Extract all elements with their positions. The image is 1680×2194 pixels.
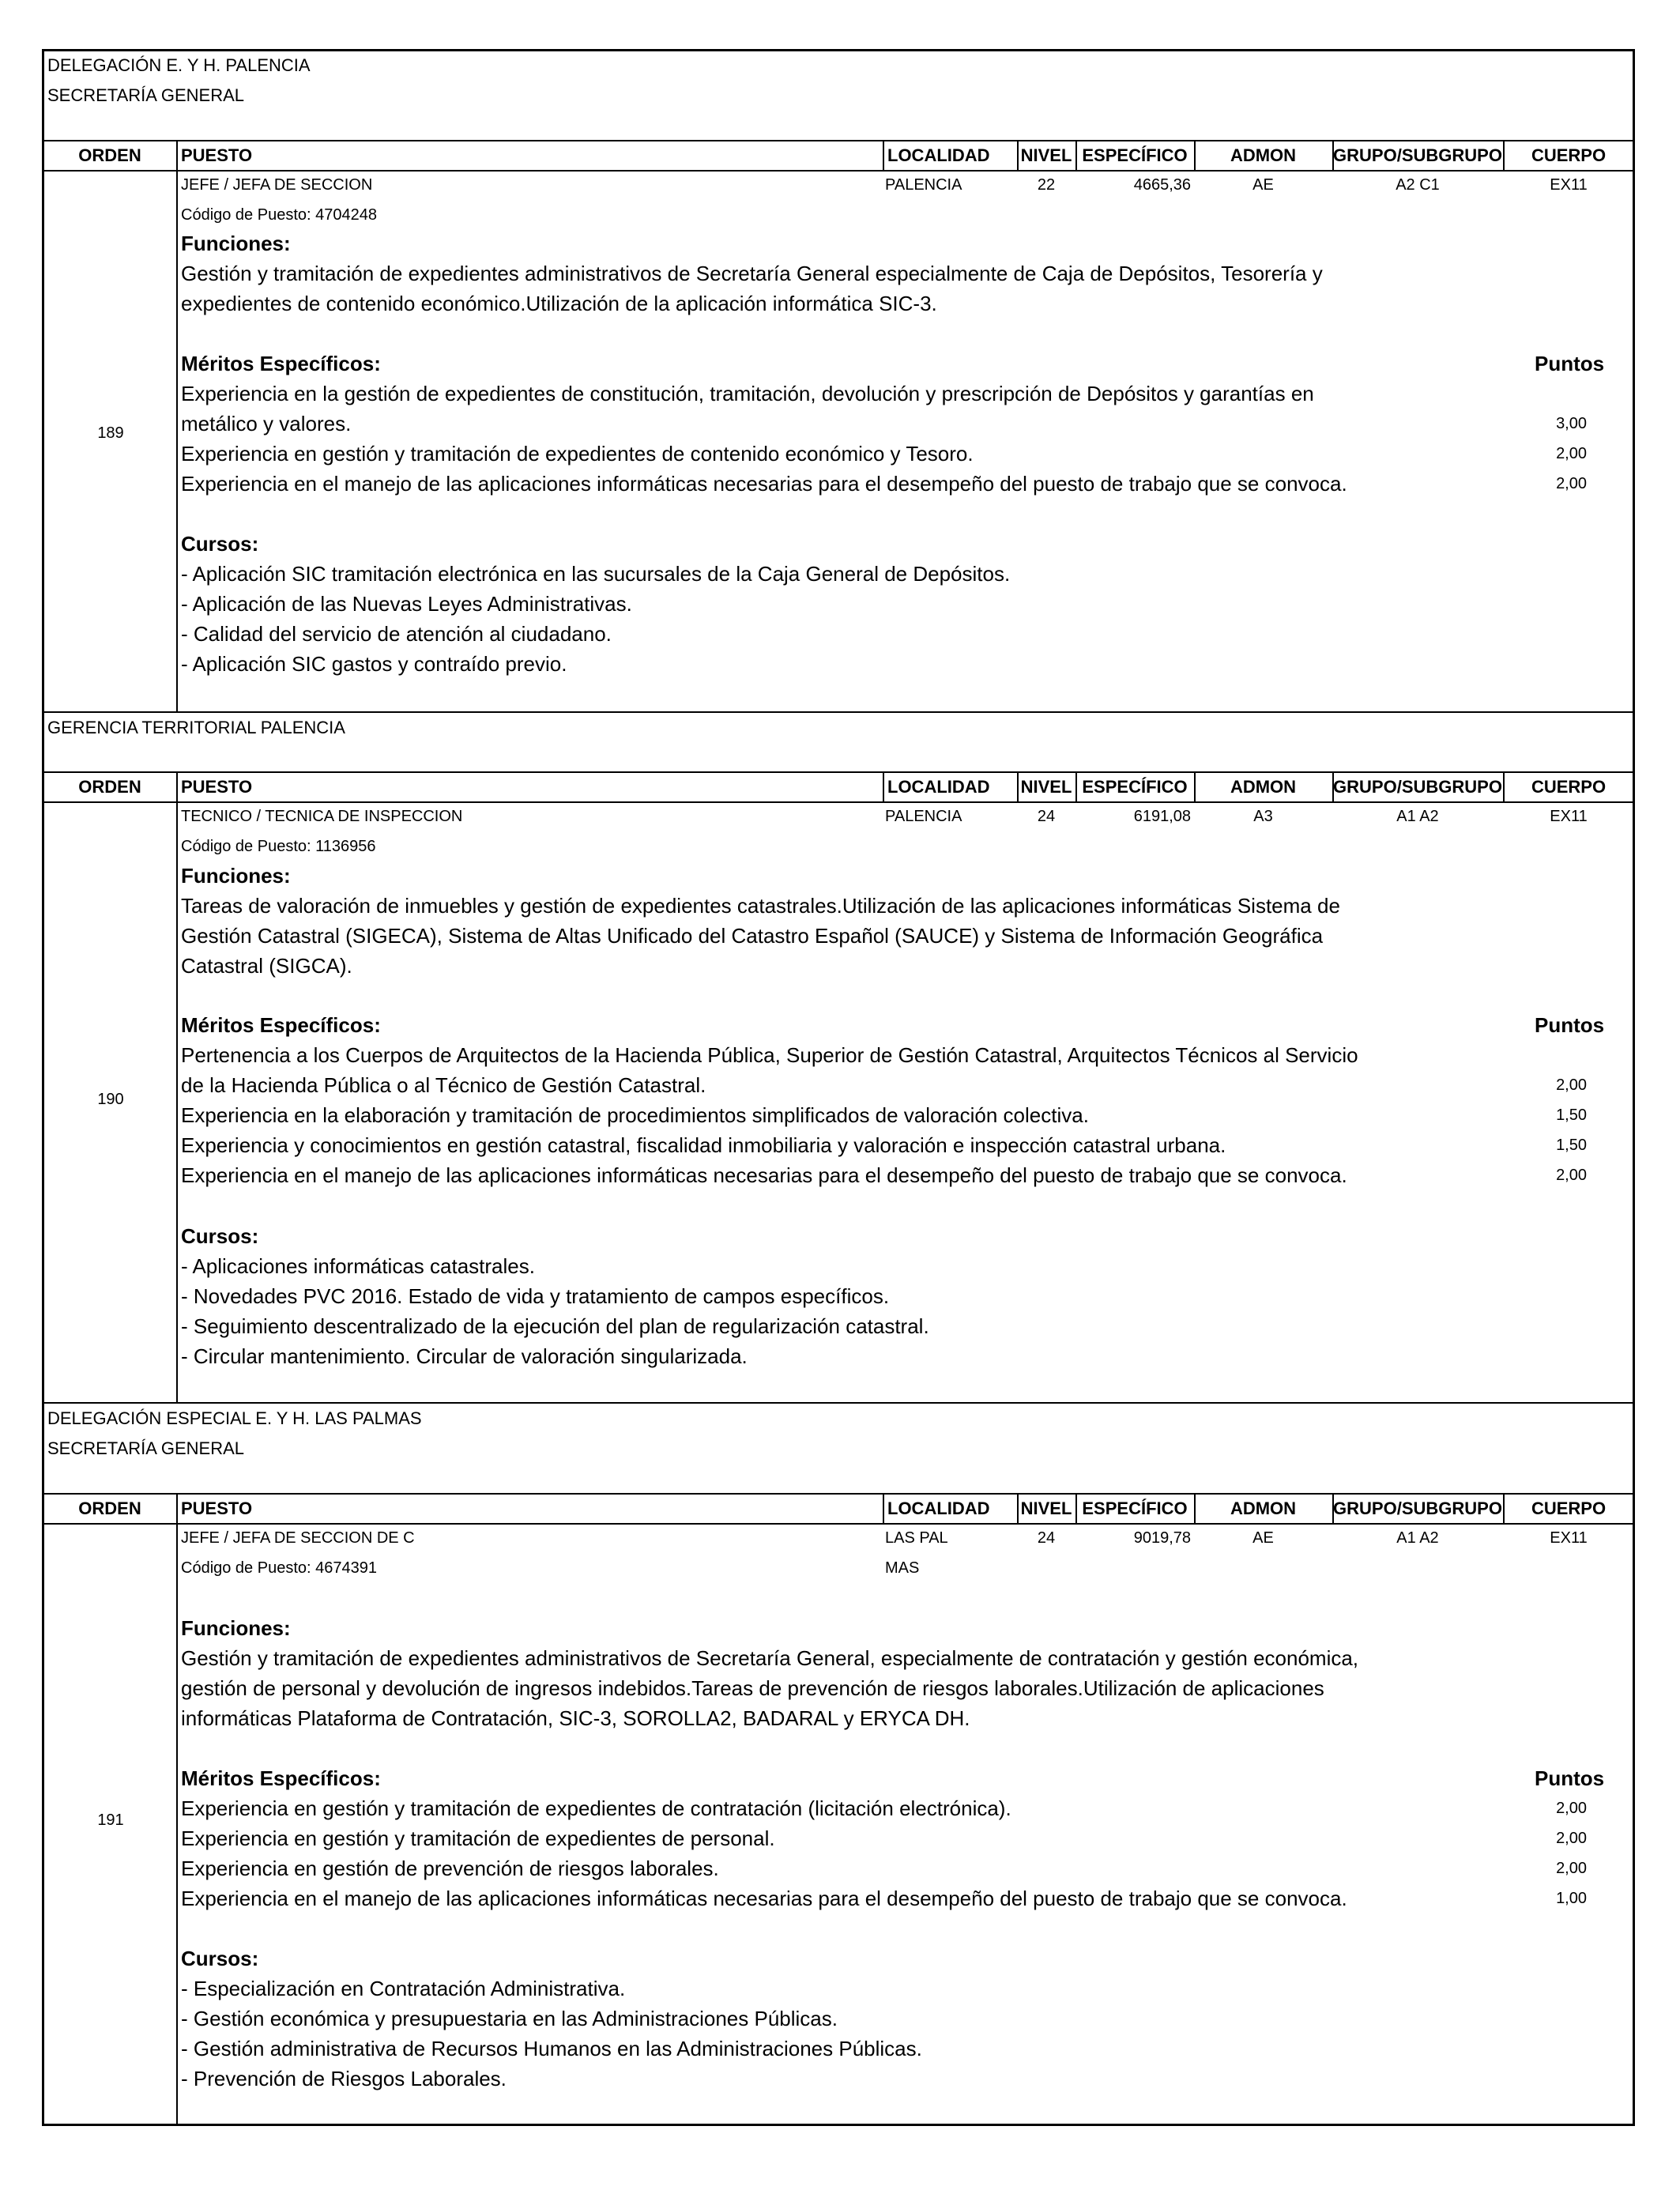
puesto-title: JEFE / JEFA DE SECCION [181,176,373,194]
funciones-text: Gestión y tramitación de expedientes administrativos de Secretaría General, especialmente de contratación y gestión económica, gestión de personal y devolución de ingresos indebidos.Tareas de prevención de riesgos laborales.Utilización de aplicaciones informáticas Plataforma de Contratación, SIC-3, SOROLLA2, BADARAL y ERYCA DH. [181,1646,1359,1730]
divider [1332,140,1334,170]
col-puesto: PUESTO [181,1498,253,1518]
localidad-value-cont: MAS [885,1559,920,1577]
cursos-heading: Cursos: [181,1947,259,1970]
puntos-value: 2,00 [1556,1076,1587,1094]
col-especifico: ESPECÍFICO [1082,777,1188,797]
puesto-title: TECNICO / TECNICA DE INSPECCION [181,808,463,825]
funciones-heading: Funciones: [181,864,291,888]
col-nivel: NIVEL [1020,1498,1072,1518]
puntos-heading: Puntos [1535,1013,1605,1037]
col-nivel: NIVEL [1020,777,1072,797]
divider [883,771,884,801]
col-nivel: NIVEL [1020,145,1072,165]
divider [883,140,884,170]
cursos-text: - Aplicaciones informáticas catastrales. - Novedades PVC 2016. Estado de vida y tratamiento de campos específicos. - Seguimiento descentralizado de la ejecución del plan de regularización catastral. - Circular mantenimiento. Circular de valoración singularizada. [181,1254,929,1368]
puntos-value: 2,00 [1556,1830,1587,1847]
col-localidad: LOCALIDAD [887,145,990,165]
puntos-value: 3,00 [1556,415,1587,432]
admon-value: A3 [1253,808,1273,825]
especifico-value: 4665,36 [1133,176,1191,194]
col-admon: ADMON [1230,777,1297,797]
codigo-puesto: Código de Puesto: 4674391 [181,1559,377,1577]
grupo-value: A2 C1 [1396,176,1440,194]
col-especifico: ESPECÍFICO [1082,1498,1188,1518]
puesto-title: JEFE / JEFA DE SECCION DE C [181,1529,415,1547]
funciones-text: Gestión y tramitación de expedientes administrativos de Secretaría General especialmente de Caja de Depósitos, Tesorería y expedientes de contenido económico.Utilización de la aplicación informática SIC-3. [181,262,1323,315]
col-grupo: GRUPO/SUBGRUPO [1333,1498,1502,1518]
col-especifico: ESPECÍFICO [1082,145,1188,165]
meritos-text: Experiencia en la gestión de expedientes de constitución, tramitación, devolución y prescripción de Depósitos y garantías en metálico y valores. Experiencia en gestión y tramitación de expedientes de contenido económico y Tesoro. Experiencia en el manejo de las aplicaciones informáticas necesarias para el desempeño del puesto de trabajo que se convoca. [181,382,1347,496]
divider [1194,771,1196,801]
divider [1075,771,1077,801]
divider [176,1493,178,2126]
divider [1194,140,1196,170]
puntos-value: 2,00 [1556,1800,1587,1817]
col-cuerpo: CUERPO [1531,777,1607,797]
divider [1017,1493,1019,1523]
puntos-value: 2,00 [1556,475,1587,492]
section-header-delegation: DELEGACIÓN ESPECIAL E. Y H. LAS PALMAS [47,1408,422,1428]
section-header-unit: SECRETARÍA GENERAL [47,1438,244,1458]
divider [1017,140,1019,170]
localidad-value: LAS PAL [885,1529,948,1547]
codigo-puesto: Código de Puesto: 1136956 [181,838,376,855]
puntos-value: 1,50 [1556,1106,1587,1124]
meritos-heading: Méritos Específicos: [181,1766,381,1790]
especifico-value: 9019,78 [1133,1529,1191,1547]
divider [1017,771,1019,801]
col-cuerpo: CUERPO [1531,145,1607,165]
funciones-text: Tareas de valoración de inmuebles y gestión de expedientes catastrales.Utilización de las aplicaciones informáticas Sistema de Gestión Catastral (SIGECA), Sistema de Altas Unificado del Catastro Español (SAUCE) y Sistema de Información Geográfica Catastral (SIGCA). [181,894,1340,978]
col-localidad: LOCALIDAD [887,1498,990,1518]
divider [176,771,178,1402]
meritos-text: Experiencia en gestión y tramitación de expedientes de contratación (licitación electrónica). Experiencia en gestión y tramitación de expedientes de personal. Experiencia en gestión de prevención de riesgos laborales. Experiencia en el manejo de las aplicaciones informáticas necesarias para el desempeño del puesto de trabajo que se convoca. [181,1796,1347,1910]
funciones-heading: Funciones: [181,232,291,255]
divider [1332,771,1334,801]
meritos-heading: Méritos Específicos: [181,352,381,375]
col-orden: ORDEN [78,145,141,165]
funciones-heading: Funciones: [181,1616,291,1640]
orden-number: 189 [97,424,124,442]
nivel-value: 24 [1037,1529,1056,1547]
col-puesto: PUESTO [181,777,253,797]
orden-number: 191 [97,1811,124,1829]
especifico-value: 6191,08 [1133,808,1191,825]
col-admon: ADMON [1230,145,1297,165]
section-header-delegation: DELEGACIÓN E. Y H. PALENCIA [47,55,311,75]
cuerpo-value: EX11 [1550,176,1588,194]
divider [1075,140,1077,170]
col-grupo: GRUPO/SUBGRUPO [1333,777,1502,797]
cursos-heading: Cursos: [181,1224,259,1248]
cuerpo-value: EX11 [1550,808,1588,825]
nivel-value: 24 [1037,808,1056,825]
divider [176,140,178,711]
col-grupo: GRUPO/SUBGRUPO [1333,145,1502,165]
localidad-value: PALENCIA [885,176,962,194]
puntos-value: 2,00 [1556,1860,1587,1877]
meritos-text: Pertenencia a los Cuerpos de Arquitectos de la Hacienda Pública, Superior de Gestión Catastral, Arquitectos Técnicos al Servicio de la Hacienda Pública o al Técnico de Gestión Catastral. Experiencia en la elaboración y tramitación de procedimientos simplificados de valoración colectiva. Experiencia y conocimientos en gestión catastral, fiscalidad inmobiliaria y valoración e inspección catastral urbana. Experiencia en el manejo de las aplicaciones informáticas necesarias para el desempeño del puesto de trabajo que se convoca. [181,1043,1358,1187]
divider [1332,1493,1334,1523]
puntos-value: 1,00 [1556,1890,1587,1907]
col-localidad: LOCALIDAD [887,777,990,797]
admon-value: AE [1252,176,1274,194]
puntos-value: 2,00 [1556,445,1587,462]
orden-number: 190 [97,1091,124,1108]
puntos-value: 2,00 [1556,1167,1587,1184]
grupo-value: A1 A2 [1396,1529,1439,1547]
section-header-delegation: GERENCIA TERRITORIAL PALENCIA [47,718,345,737]
col-cuerpo: CUERPO [1531,1498,1607,1518]
puntos-heading: Puntos [1535,1766,1605,1790]
section-header-unit: SECRETARÍA GENERAL [47,85,244,105]
cursos-text: - Aplicación SIC tramitación electrónica en las sucursales de la Caja General de Depósitos. - Aplicación de las Nuevas Leyes Administrativas. - Calidad del servicio de atención al ciudadano. - Aplicación SIC gastos y contraído previo. [181,562,1011,676]
col-orden: ORDEN [78,777,141,797]
divider [1194,1493,1196,1523]
cuerpo-value: EX11 [1550,1529,1588,1547]
divider [1075,1493,1077,1523]
divider [883,1493,884,1523]
nivel-value: 22 [1037,176,1056,194]
col-puesto: PUESTO [181,145,253,165]
puntos-heading: Puntos [1535,352,1605,375]
puntos-value: 1,50 [1556,1137,1587,1154]
col-admon: ADMON [1230,1498,1297,1518]
col-orden: ORDEN [78,1498,141,1518]
divider [1503,1493,1505,1523]
codigo-puesto: Código de Puesto: 4704248 [181,206,377,224]
admon-value: AE [1252,1529,1274,1547]
meritos-heading: Méritos Específicos: [181,1013,381,1037]
divider [1503,140,1505,170]
grupo-value: A1 A2 [1396,808,1439,825]
localidad-value: PALENCIA [885,808,962,825]
cursos-text: - Especialización en Contratación Administrativa. - Gestión económica y presupuestaria en las Administraciones Públicas. - Gestión administrativa de Recursos Humanos en las Administraciones Públicas. - Prevención de Riesgos Laborales. [181,1977,922,2090]
divider [1503,771,1505,801]
cursos-heading: Cursos: [181,532,259,556]
